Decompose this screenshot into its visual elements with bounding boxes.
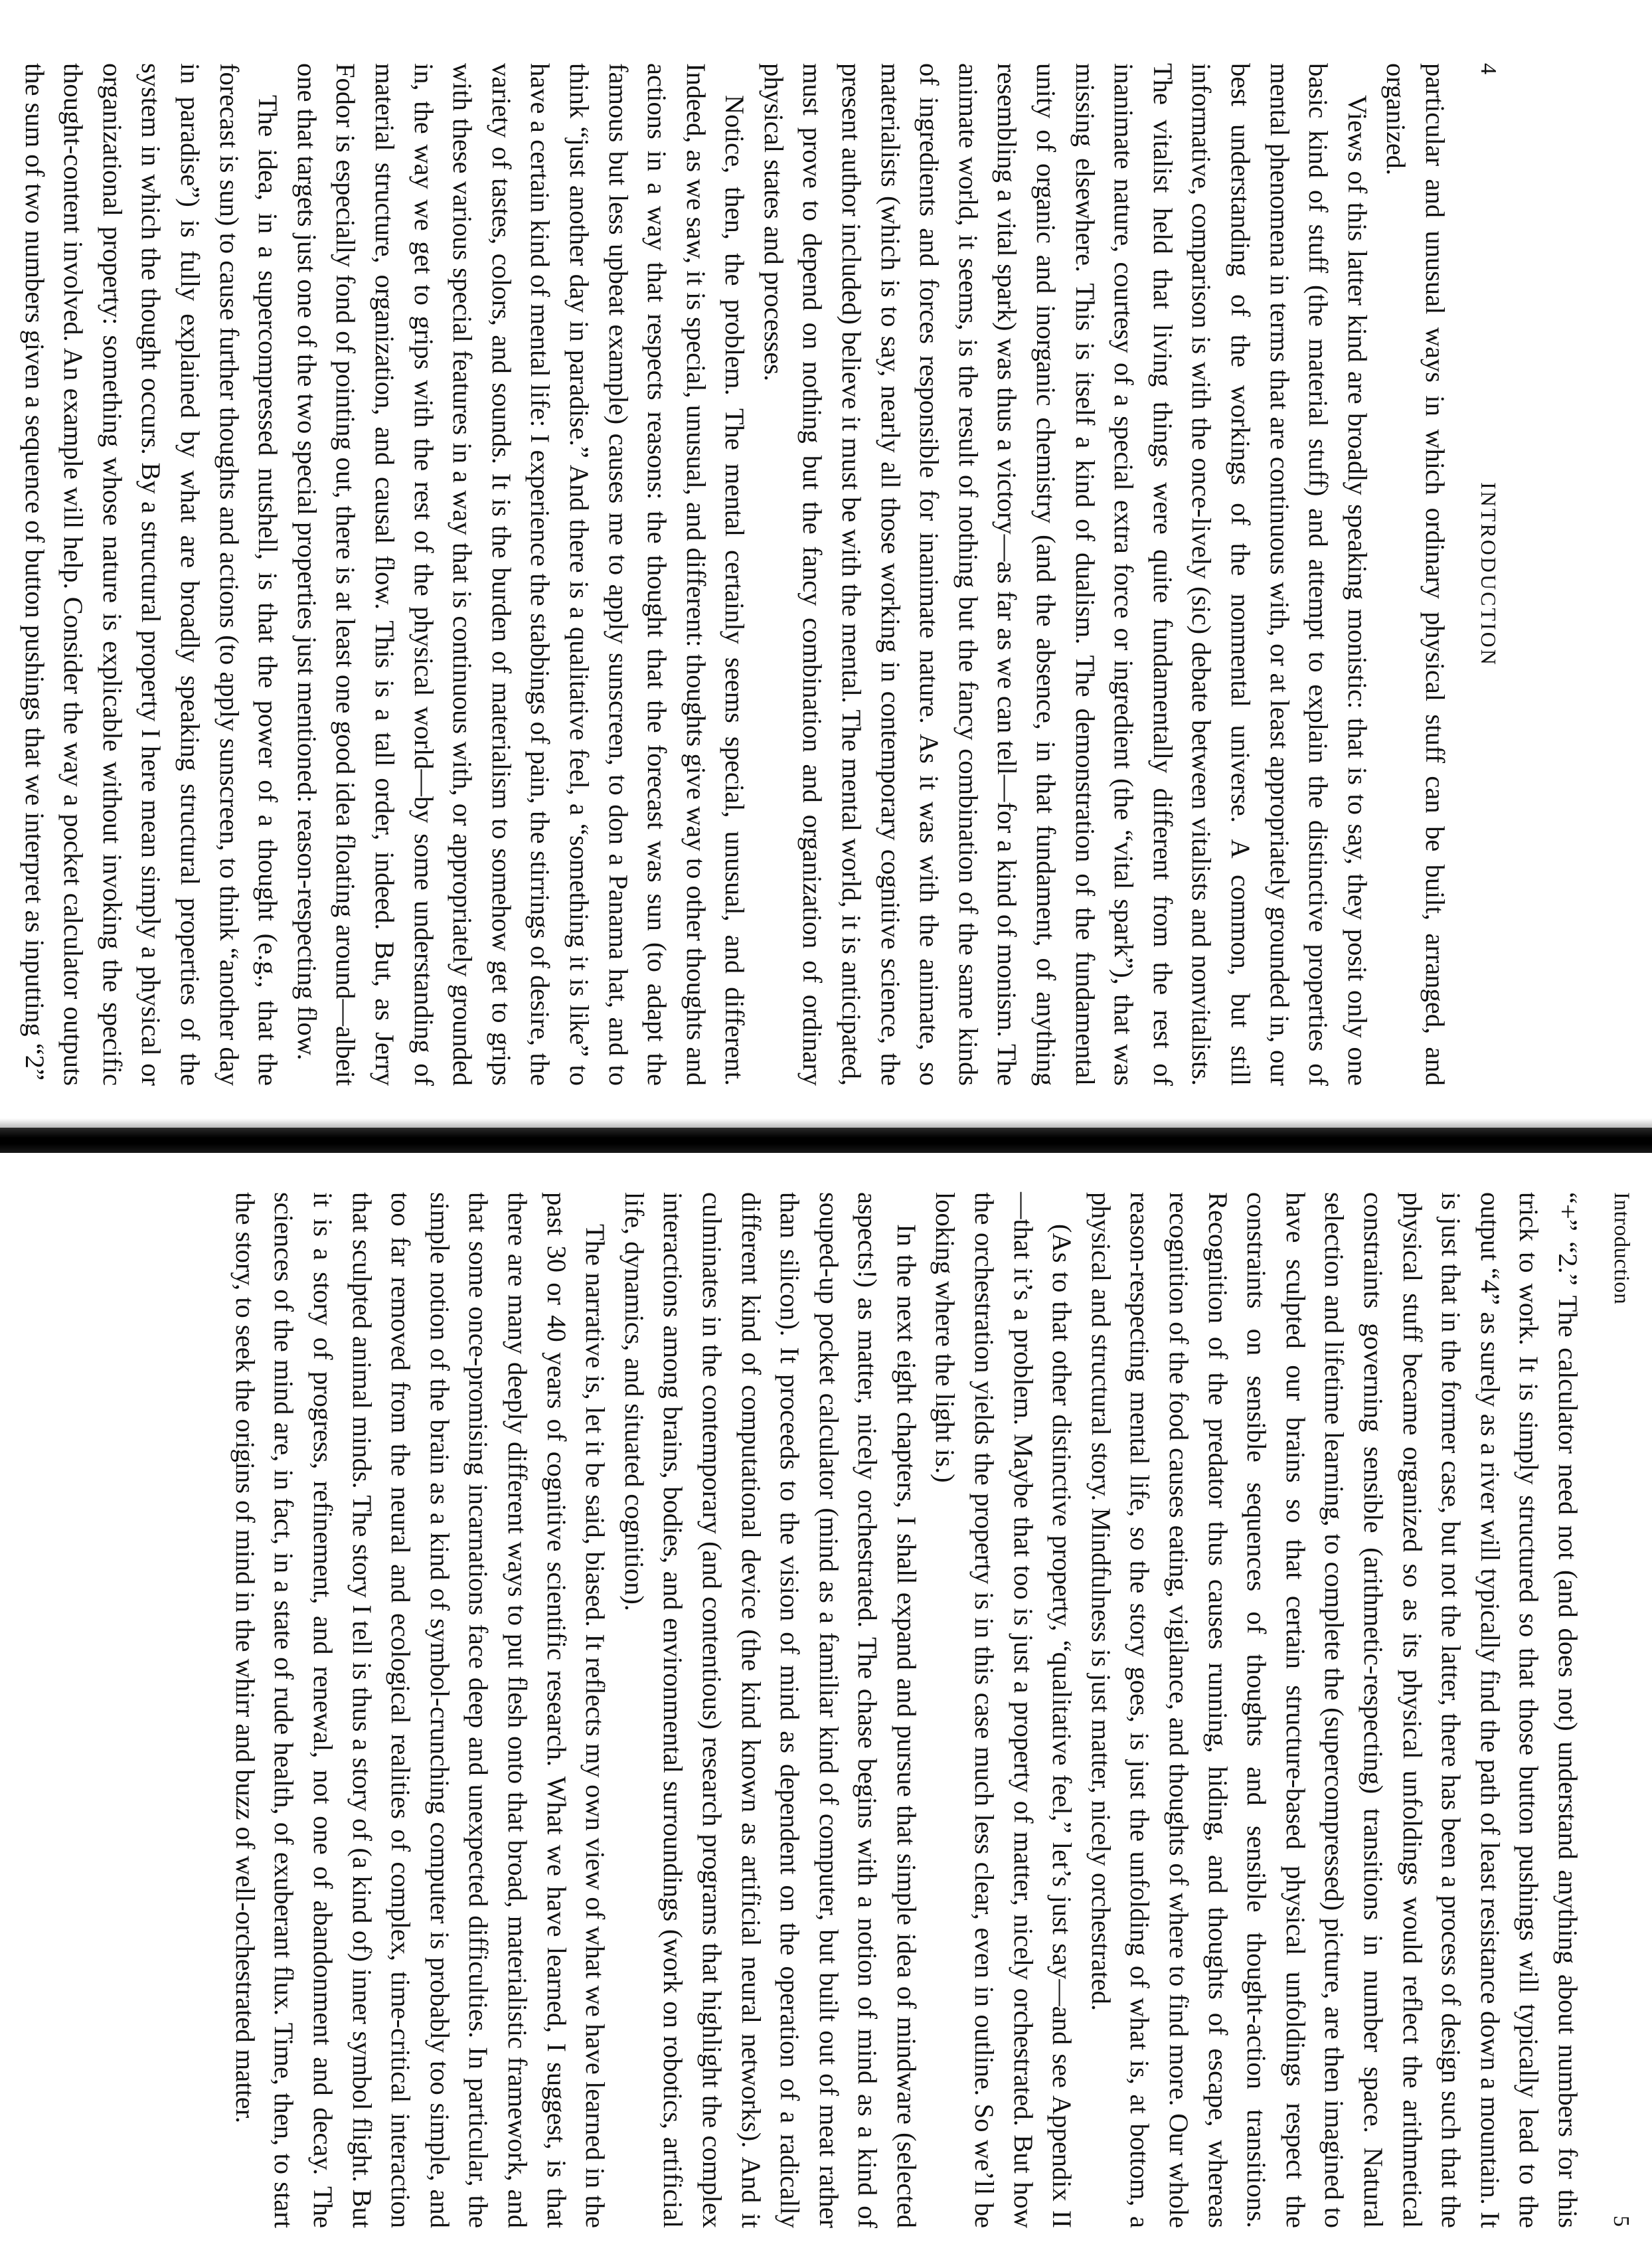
right-paragraph-1: “+” “2.” The calculator need not (and does not) understand anything about numbers for this trick to work. It is simply structured so that those button pushings will typically lead to the output “4” as surely as a river will typically find the path of least resistance down a mountain. It is just that in the former case, but not the latter, there has been a process of design such that the physical stuff became organized so as its physical unfoldings would reflect the arithmetical constraints governing sensible (arithmetic-respecting) transitions in number space. Natural selection and lifetime learning, to complete the (supercompressed) picture, are then imagined to have sculpted our brains so that certain structure-based physical unfoldings respect the constraints on sensible sequences of thoughts and sensible thought-action transitions. Recognition of the predator thus causes running, hiding, and thoughts of escape, whereas recognition of the food causes eating, vigilance, and thoughts of where to find more. Our whole reason-respecting mental life, so the story goes, is just the unfolding of what is, at bottom, a physical and structural story. Mindfulness is just matter, nicely orchestrated. bbox=[1086, 1192, 1583, 2228]
left-paragraph-3: Notice, then, the problem. The mental certainly seems special, unusual, and different. Indeed, as we saw, it is special, unusual, and different: thoughts give way to other thoughts and actions in a way that respects reasons: the thought that the forecast was sun (to adapt the famous but less upbeat example) causes me to apply sunscreen, to don a Panama hat, and to think “just another day in paradise.” And there is a qualitative feel, a “something it is like” to have a certain kind of mental life: I experience the stabbings of pain, the stirrings of desire, the variety of tastes, colors, and sounds. It is the burden of materialism to somehow get to grips with these various special features in a way that is continuous with, or appropriately grounded in, the way we get to grips with the rest of the physical world—by some understanding of material structure, organization, and causal flow. This is a tall order, indeed. But, as Jerry Fodor is especially fond of pointing out, there is at least one good idea floating around—albeit one that targets just one of the two special properties just mentioned: reason-respecting flow. bbox=[291, 63, 750, 1086]
right-running-title: Introduction bbox=[1610, 1192, 1633, 1305]
right-body-text bbox=[225, 1192, 1587, 2228]
left-running-title: INTRODUCTION bbox=[1477, 482, 1501, 667]
left-running-head bbox=[1454, 63, 1501, 1086]
left-paragraph-2: Views of this latter kind are broadly speaking monistic: that is to say, they posit only one basic kind of stuff (the material stuff) and attempt to explain the distinctive properties of mental phenomena in terms that are continuous with, or at least appropriately grounded in, our best understanding of the workings of the nonmental universe. A common, but still informative, comparison is with the once-lively (sic) debate between vitalists and nonvitalists. The vitalist held that living things were quite fundamentally different from the rest of inanimate nature, courtesy of a special extra force or ingredient (the “vital spark”), that was missing elsewhere. This is itself a kind of dualism. The demonstration of the fundamental unity of organic and inorganic chemistry (and the absence, in that fundament, of anything resembling a vital spark) was thus a victory—as far as we can tell—for a kind of monism. The animate world, it seems, is the result of nothing but the fancy combination of the same kinds of ingredients and forces responsible for inanimate nature. As it was with the animate, so materialists (which is to say, nearly all those working in contemporary cognitive science, the present author included) believe it must be with the mental. The mental world, it is anticipated, must prove to depend on nothing but the fancy combination and organization of ordinary physical states and processes. bbox=[758, 63, 1372, 1086]
right-paragraph-4: The narrative is, let it be said, biased. It reflects my own view of what we have learned in the past 30 or 40 years of cognitive scientific research. What we have learned, I suggest, is that there are many deeply different ways to put flesh onto that broad, materialistic framework, and that some once-promising incarnations face deep and unexpected difficulties. In particular, the simple notion of the brain as a kind of symbol-crunching computer is probably too simple, and too far removed from the neural and ecological realities of complex, time-critical interaction that sculpted animal minds. The story I tell is thus a story of (a kind of) inner symbol flight. But it is a story of progress, refinement, and renewal, not one of abandonment and decay. The sciences of the mind are, in fact, in a state of rude health, of exuberant flux. Time, then, to start the story, to seek the origins of mind in the whirr and buzz of well-orchestrated matter. bbox=[230, 1192, 611, 2228]
left-page bbox=[19, 63, 1501, 1086]
left-paragraph-4: The idea, in a supercompressed nutshell, is that the power of a thought (e.g., that the forecast is sun) to cause further thoughts and actions (to apply sunscreen, to think “another day in paradise”) is fully explained by what are broadly speaking structural properties of the system in which the thought occurs. By a structural property I here mean simply a physical or organizational property: something whose nature is explicable without invoking the specific thought-content involved. An example will help. Consider the way a pocket calculator outputs the sum of two numbers given a sequence of button pushings that we interpret as inputting “2” bbox=[19, 63, 284, 1086]
left-page-number: 4 bbox=[1476, 63, 1501, 76]
right-paragraph-3: In the next eight chapters, I shall expand and pursue that simple idea of mindware (selected aspects!) as matter, nicely orchestrated. The chase begins with a notion of mind as a kind of souped-up pocket calculator (mind as a familiar kind of computer, but built out of meat rather than silicon). It proceeds to the vision of mind as dependent on the operation of a radically different kind of computational device (the kind known as artificial neural networks). And it culminates in the contemporary (and contentious) research programs that highlight the complex interactions among brains, bodies, and environmental surroundings (work on robotics, artificial life, dynamics, and situated cognition). bbox=[619, 1192, 922, 2228]
right-page bbox=[212, 1192, 1633, 2228]
right-page-number: 5 bbox=[1609, 2215, 1633, 2228]
right-running-head bbox=[1587, 1192, 1633, 2228]
right-paragraph-2: (As to that other distinctive property, “qualitative feel,” let’s just say—and see Appendix II—that it’s a problem. Maybe that too is just a property of matter, nicely orchestrated. But how the orchestration yields the property is in this case much less clear, even in outline. So we’ll be looking where the light is.) bbox=[930, 1192, 1078, 2228]
left-paragraph-1: particular and unusual ways in which ordinary physical stuff can be built, arranged, and organized. bbox=[1381, 63, 1450, 1086]
book-gutter bbox=[0, 1128, 1652, 1153]
left-body-text bbox=[15, 63, 1454, 1086]
